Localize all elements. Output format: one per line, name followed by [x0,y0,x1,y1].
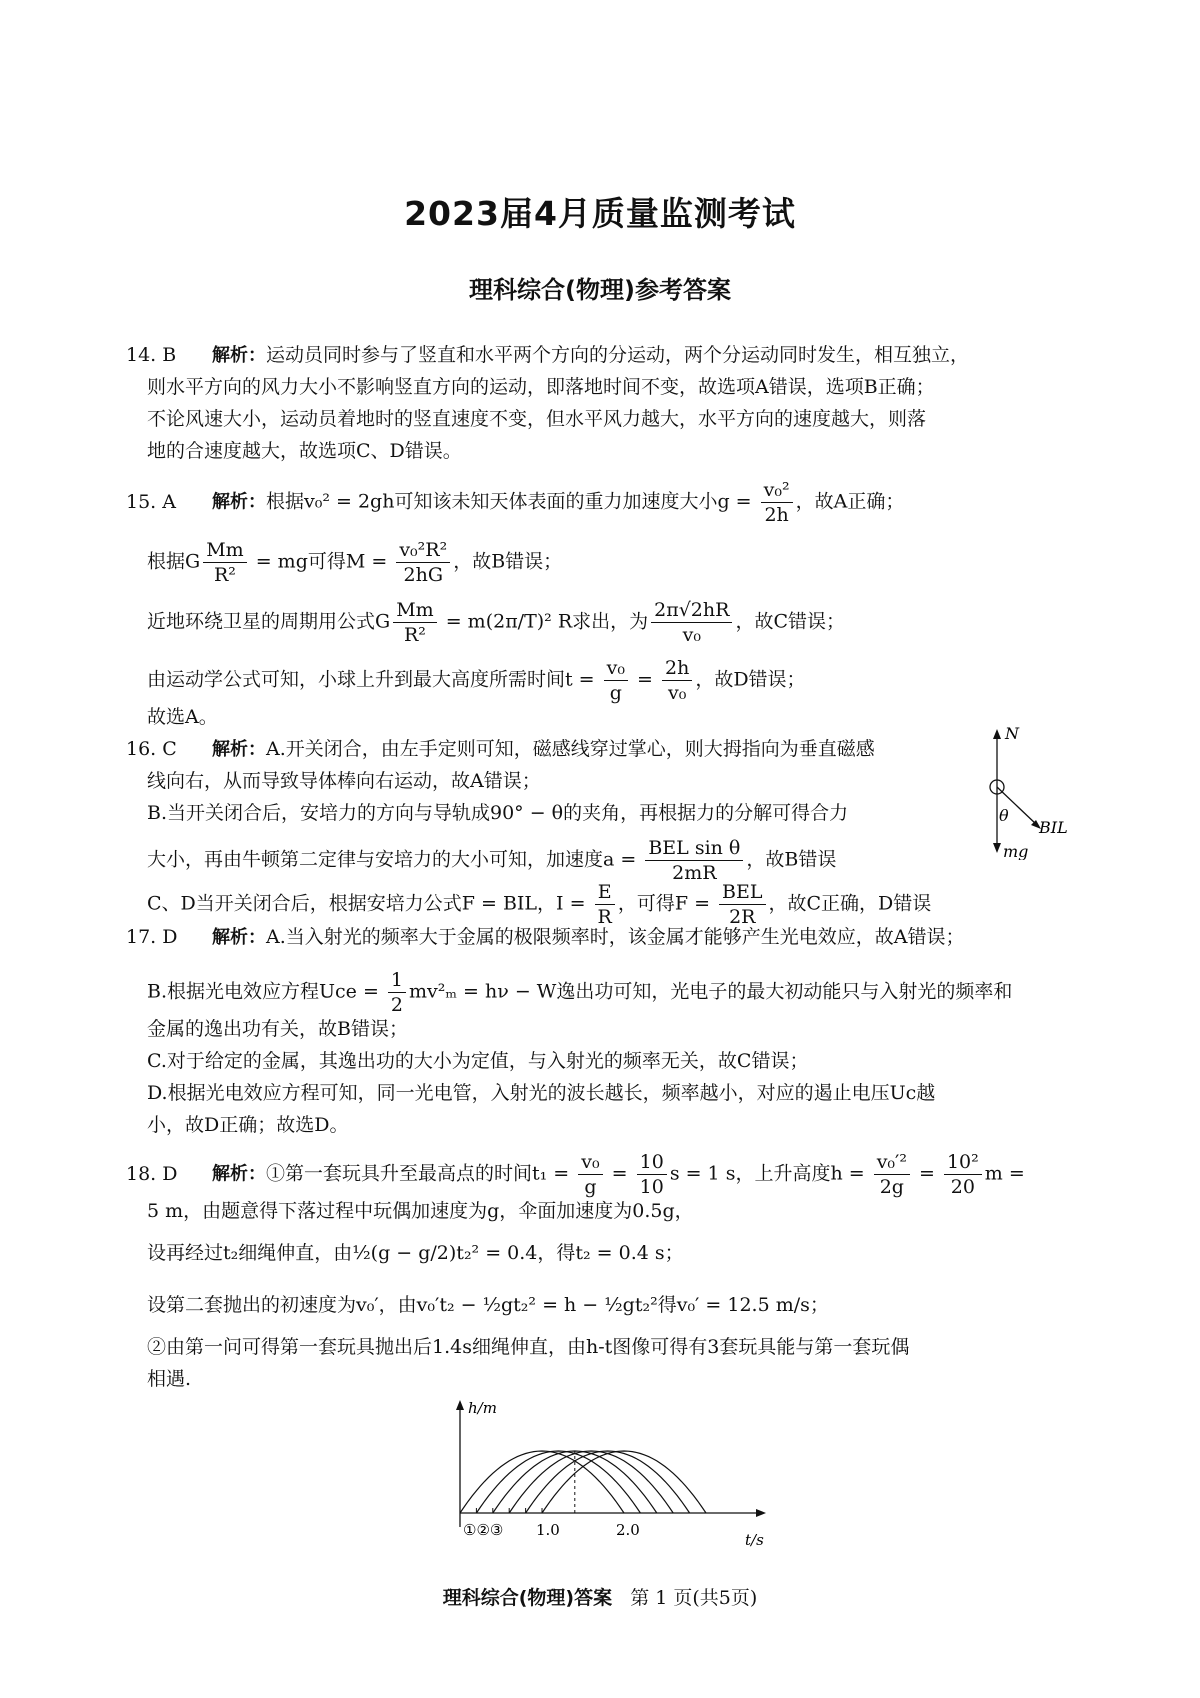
q15-line-3: 近地环绕卫星的周期用公式G $\frac{Mm}{\text{R²}}$ = m(2π/T)² R求出，为 $\frac{2\pi√2hR}{\text{v₀}}$ ，故C错误； [147,599,845,646]
q18-line-2: 5 m，由题意得下落过程中玩偶加速度为g，伞面加速度为0.5g， [147,1200,694,1222]
q16-line-5: C、D当开关闭合后，根据安培力公式F = BIL，I = $\frac{E}{R}$ ，可得F = BEL 2R ，故C正确，D错误 [147,881,932,928]
q17-line-2: B.根据光电效应方程Ucе = $\frac{1}{2}$ mv²ₘ = hν − W逸出功可知，光电子的最大初动能只与入射光的频率和 [147,969,1013,1016]
q14-label: 解析： [212,345,266,366]
angle-label: θ [999,806,1009,825]
trajectory-curves [460,1451,706,1513]
q15-line-2: 根据G $\frac{Mm}{\text{R²}}$ = mg可得M = $\frac{\text{v₀²R²}}{2hG}$ ，故B错误； [147,539,563,586]
force-diagram [975,725,1085,860]
q18-number: 18. D [126,1162,178,1185]
footer-left: 理科综合(物理)答案 [442,1587,613,1609]
force-label-bil: BIL [1039,818,1068,837]
x-axis-label: t/s [745,1531,764,1549]
q14-line-4: 地的合速度越大，故选项C、D错误。 [147,440,462,462]
force-label-mg: mg [1003,842,1029,860]
q18-line-3: 设再经过t₂细绳伸直，由½(g − g/2)t₂² = 0.4，得t₂ = 0.4 s； [147,1242,684,1264]
q18-line-4: 设第二套抛出的初速度为v₀′，由v₀′t₂ − ½gt₂² = h − ½gt₂²得v₀′ = 12.5 m/s； [147,1294,829,1316]
page-title: 2023届4月质量监测考试 [404,194,796,233]
q17-line-4: C.对于给定的金属，其逸出功的大小为定值，与入射光的频率无关，故C错误； [147,1050,809,1072]
q16-line-3: B.当开关闭合后，安培力的方向与导轨成90° − θ的夹角，再根据力的分解可得合力 [147,802,849,824]
q15-line-5: 故选A。 [147,706,218,728]
x-tick-1: 1.0 [536,1521,560,1539]
page-subtitle: 理科综合(物理)参考答案 [469,276,731,304]
q17-number: 17. D [126,926,178,948]
curve-marks: ①②③ [463,1521,504,1539]
q15-line-1: 15. A 解析：根据v₀² = 2gh可知该未知天体表面的重力加速度大小g = $\frac{\text{v₀²}}{2h}$ ，故A正确； [126,479,905,526]
q18-line-1: 18. D 解析：①第一套玩具升至最高点的时间t₁ = $\frac{\text{v₀}}{g}$ = $\frac{10}{10}$ s = 1 s，上升高度h = $\frac{\text{v₀′²}}{2g}$ = $\frac{\text{10²}}{20}$ m = [126,1151,1025,1198]
h-t-graph [430,1395,770,1555]
y-axis-label: h/m [468,1399,497,1417]
q17-line-5: D.根据光电效应方程可知，同一光电管，入射光的波长越长，频率越小，对应的遏止电压Uc越 [147,1082,936,1104]
footer-page-number: 第 1 页(共5页) [630,1587,758,1609]
q16-line-1: 16. C 解析：A.开关闭合，由左手定则可知，磁感线穿过掌心，则大拇指向为垂直磁感 [126,738,875,760]
q16-number: 16. C [126,738,177,760]
q16-line-2: 线向右，从而导致导体棒向右运动，故A错误； [147,770,541,792]
q18-line-6: 相遇. [147,1368,192,1390]
q15-number: 15. A [126,490,176,513]
q14-line-1: 14. B 解析：运动员同时参与了竖直和水平两个方向的分运动，两个分运动同时发生，相互独立， [126,344,970,366]
page-footer [0,1583,1200,1610]
q16-line-4: 大小，再由牛顿第二定律与安培力的大小可知，加速度a = BEL sin θ 2mR ，故B错误 [147,837,837,884]
q17-line-6: 小，故D正确；故选D。 [147,1114,349,1136]
force-label-n: N [1005,725,1019,743]
q15-line-4: 由运动学公式可知，小球上升到最大高度所需时间t = $\frac{\text{v₀}}{g}$ = $\frac{2h}{\text{v₀}}$ ，故D错误； [147,657,806,704]
q14-line-3: 不论风速大小，运动员着地时的竖直速度不变，但水平风力越大，水平方向的速度越大，则落 [147,408,927,430]
x-tick-2: 2.0 [616,1521,640,1539]
q17-line-1: 17. D 解析：A.当入射光的频率大于金属的极限频率时，该金属才能够产生光电效应，故A错误； [126,926,965,948]
q14-number: 14. B [126,344,177,366]
q18-line-5: ②由第一问可得第一套玩具抛出后1.4s细绳伸直，由h-t图像可得有3套玩具能与第一套玩偶 [147,1336,910,1358]
q17-line-3: 金属的逸出功有关，故B错误； [147,1018,408,1040]
q14-line-2: 则水平方向的风力大小不影响竖直方向的运动，即落地时间不变，故选项A错误，选项B正确； [147,376,935,398]
